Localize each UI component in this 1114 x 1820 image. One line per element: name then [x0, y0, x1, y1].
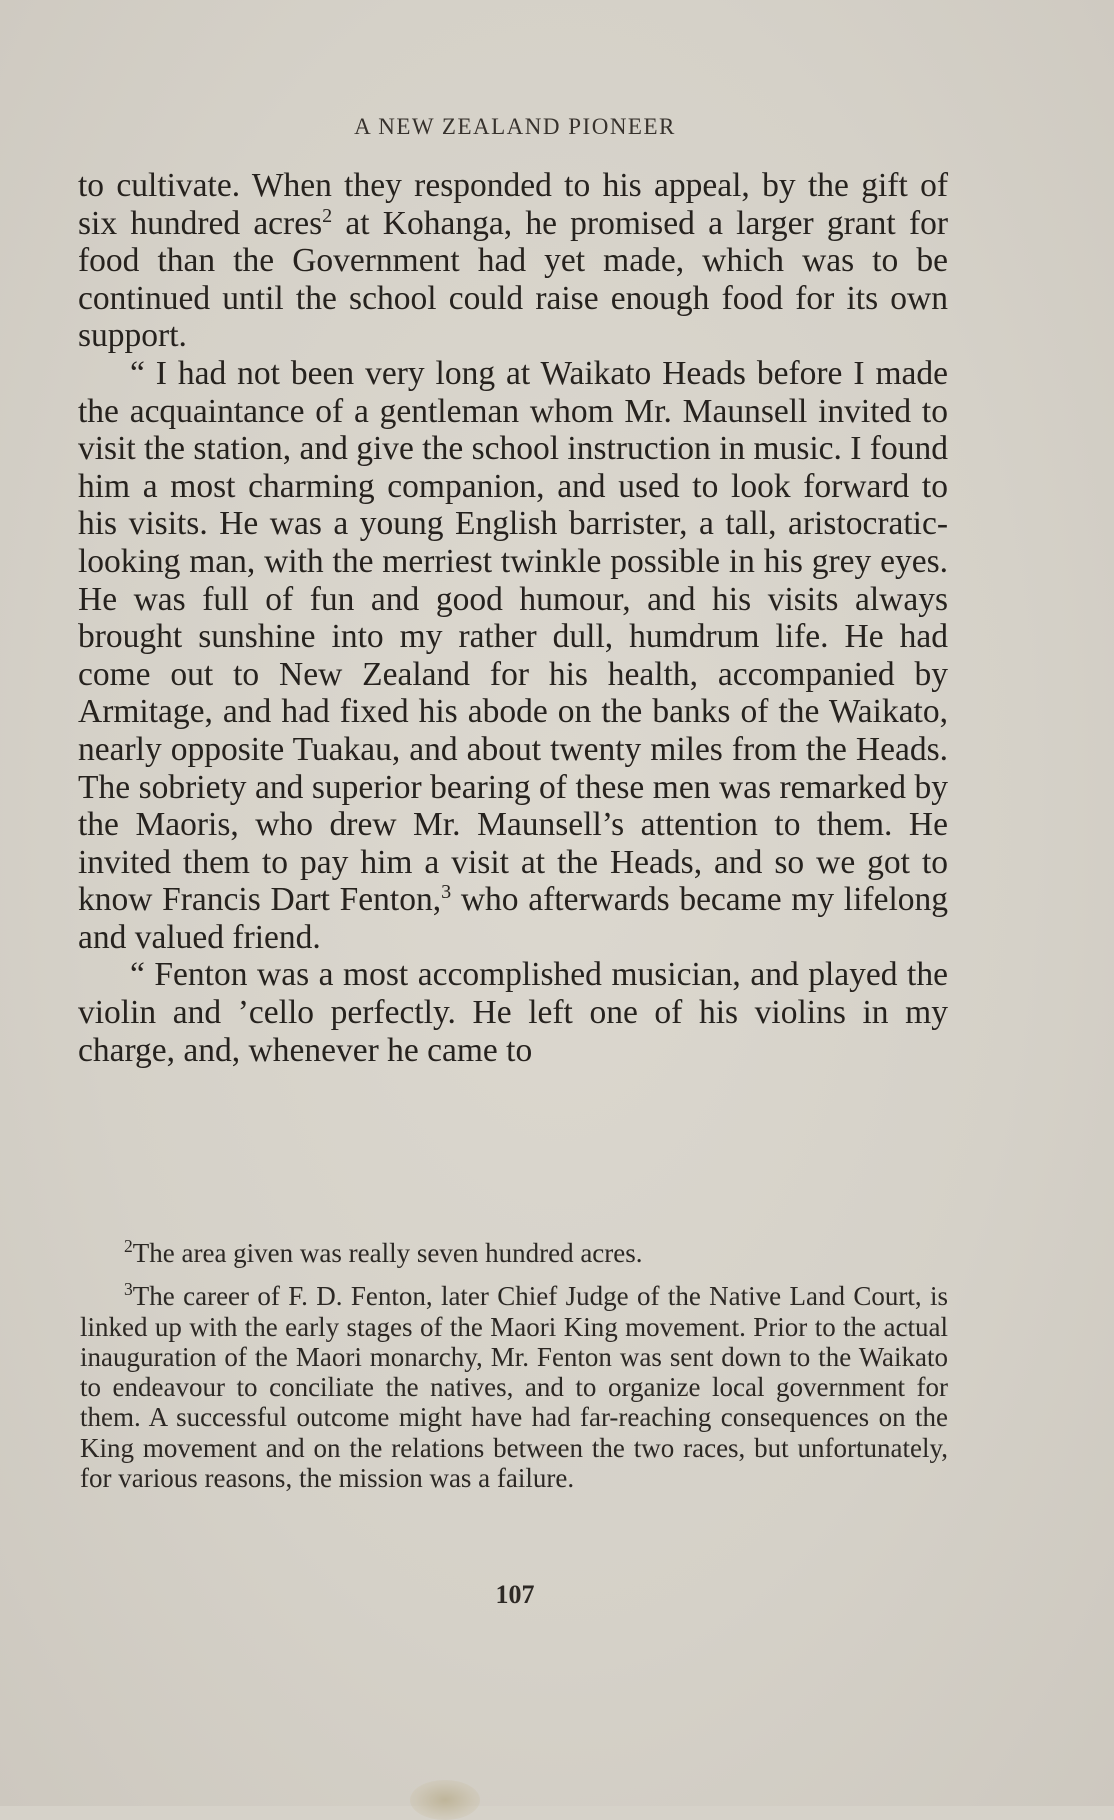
footnotes — [80, 1238, 948, 1493]
paragraph-text: to cultivate. When they responded to his appeal, by the gift of six hundred acres — [78, 167, 948, 242]
paragraph-text: who afterwards became my lifelong and valued friend. — [78, 881, 948, 956]
body-text — [78, 167, 948, 1069]
footnote — [80, 1238, 948, 1268]
paper-stain — [410, 1780, 480, 1820]
footnote-reference[interactable]: 3 — [441, 881, 452, 904]
footnote-reference[interactable]: 2 — [322, 204, 333, 227]
footnote-marker: 3 — [124, 1279, 133, 1300]
footnote-text: The career of F. D. Fenton, later Chief Judge of the Native Land Court, is linked up with the early stages of the Maori King movement. Prior to the actual inauguration of the Maori monarchy, Mr. Fenton was sent down to the Waikato to endeavour to conciliate the natives, and to organize local government for them. A successful outcome might have had far-reaching consequences on the King movement and on the relations between the two races, but unfortunately, for various reasons, the mission was a failure. — [80, 1281, 948, 1494]
paragraph-text: at Kohanga, he promised a larger grant for food than the Government had yet made, which was to be continued until the school could raise enough food for its own support. — [78, 204, 949, 355]
footnote-text: The area given was really seven hundred acres. — [132, 1238, 643, 1268]
page-number: 107 — [495, 1580, 535, 1609]
footnote-marker: 2 — [124, 1236, 133, 1256]
footnote — [80, 1281, 948, 1493]
paragraph — [78, 355, 948, 957]
paragraph — [78, 956, 948, 1069]
running-head: A NEW ZEALAND PIONEER — [354, 114, 676, 139]
paragraph-text: “ Fenton was a most accomplished musician, and played the violin and ’cello perfectly. He left one of his violins in my charge, and, whenever he came to — [78, 956, 948, 1069]
paragraph — [78, 167, 948, 355]
paragraph-text: “ I had not been very long at Waikato Heads before I made the acquaintance of a gentleman whom Mr. Maunsell invited to visit the station, and give the school instruction in music. I found him a most charming companion, and used to look forward to his visits. He was a young English barrister, a tall, aristocratic-looking man, with the merriest twinkle possible in his grey eyes. He was full of fun and good humour, and his visits always brought sunshine into my rather dull, humdrum life. He had come out to New Zealand for his health, accompanied by Armitage, and had fixed his abode on the banks of the Waikato, nearly opposite Tuakau, and about twenty miles from the Heads. The sobriety and superior bearing of these men was remarked by the Maoris, who drew Mr. Maunsell’s attention to them. He invited them to pay him a visit at the Heads, and so we got to know Francis Dart Fenton, — [78, 354, 948, 919]
